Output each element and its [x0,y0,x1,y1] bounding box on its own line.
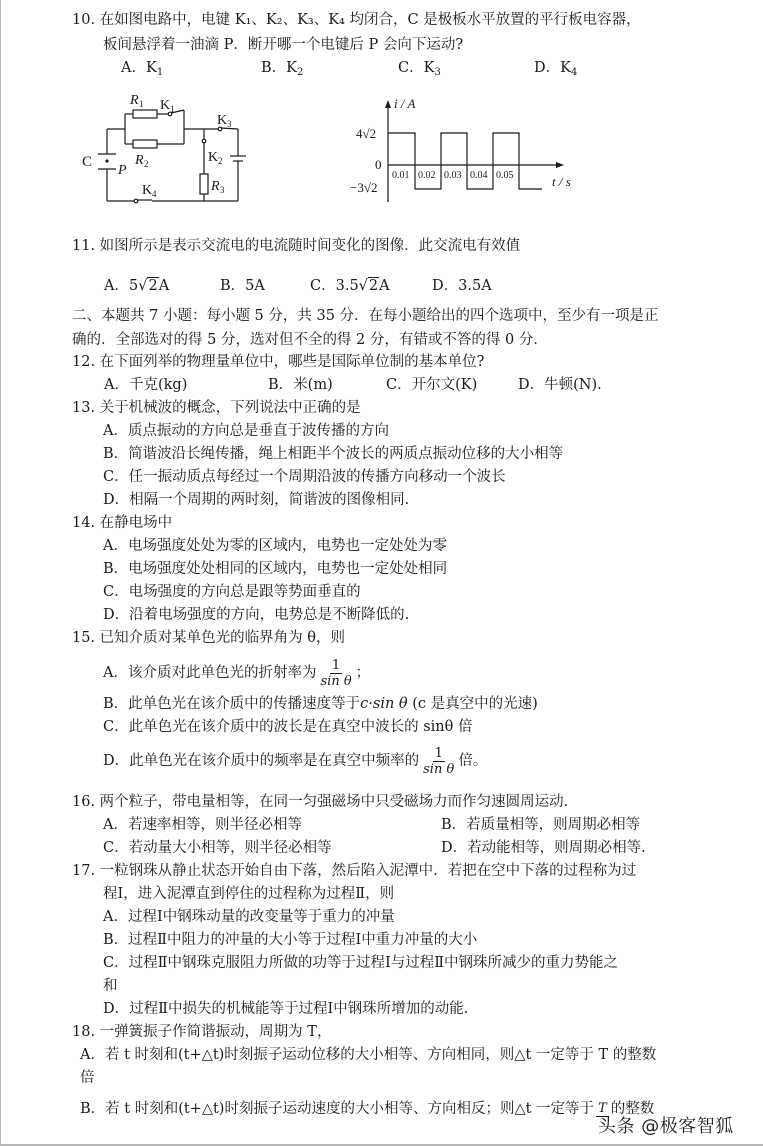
q11-option-b: B．5A [220,278,265,294]
fraction: T [598,1101,607,1116]
section2-line2: 确的．全部选对的得 5 分，选对但不全的得 2 分，有错或不答的得 0 分． [72,332,548,348]
q17-line1: 17. 一粒钢珠从静止状态开始自由下落，然后陷入泥潭中．若把在空中下落的过程称为过 [72,863,637,879]
svg-text:0.04: 0.04 [470,170,488,181]
q13-option-c: C．任一振动质点每经过一个周期沿波的传播方向移动一个波长 [103,469,506,485]
current-time-graph [330,84,590,210]
svg-text:1: 1 [170,104,175,114]
svg-text:0: 0 [375,157,382,172]
q11-question: 11. 如图所示是表示交流电的电流随时间变化的图像．此交流电有效值 [72,238,521,254]
svg-text:t / s: t / s [552,174,571,189]
q16-option-c: C．若动量大小相等，则半径必相等 [103,840,332,856]
q12-option-d: D．牛顿(N). [518,377,602,393]
q12-option-a: A．千克(kg) [104,377,188,393]
q17-line2: 程Ⅰ，进入泥潭直到停住的过程称为过程Ⅱ，则 [103,886,395,902]
q15-option-d: D．此单色光在该介质中的频率是在真空中频率的 $\frac{1}{\text{sin θ}}$ 倍。 [103,745,488,777]
svg-text:R: R [135,153,144,168]
q18-option-b: B．若 t 时刻和(t+△t)时刻振子运动速度的大小相等、方向相反；则△t 一定等于 T 的整数 [80,1101,655,1117]
q10-option-d: D．$K_4$ [534,60,578,78]
q13-option-b: B．简谐波沿长绳传播，绳上相距半个波长的两质点振动位移的大小相等 [103,446,564,462]
q17-option-b: B．过程Ⅱ中阻力的冲量的大小等于过程Ⅰ中重力冲量的大小 [103,932,478,948]
q13-option-d: D．相隔一个周期的两时刻，简谐波的图像相同. [103,492,410,508]
q10-text-line1: 在如图电路中，电键 K₁、K₂、K₃、K₄ 均闭合，C 是极板水平放置的平行板电容器， [99,12,641,28]
q14-option-d: D．沿着电场强度的方向，电势总是不断降低的. [103,607,410,623]
q11-option-d: D．3.5A [432,278,492,294]
q12-option-c: C．开尔文(K) [386,377,478,393]
circuit-diagram [80,84,260,210]
svg-text:K: K [142,183,153,198]
svg-text:R: R [211,179,220,194]
svg-text:2: 2 [144,159,149,169]
q17-option-c: C．过程Ⅱ中钢珠克服阻力所做的功等于过程Ⅰ与过程Ⅱ中钢珠所减少的重力势能之 [103,955,619,971]
svg-text:2: 2 [218,156,223,166]
fraction: $\frac{1}{\text{sin θ}}$ [320,657,352,689]
q18-option-a: A．若 t 时刻和(t+△t)时刻振子运动位移的大小相等、方向相同，则△t 一定等于 T 的整数 [80,1047,657,1063]
q16-option-b: B．若质量相等，则周期必相等 [441,817,641,833]
q14-question: 14. 在静电场中 [72,515,173,531]
q14-option-b: B．电场强度处处相同的区域内，电势也一定处处相同 [103,561,448,577]
q13-question: 13. 关于机械波的概念，下列说法中正确的是 [72,400,361,416]
svg-text:0.02: 0.02 [418,170,436,181]
q12-option-b: B．米(m) [268,377,333,393]
svg-text:1: 1 [139,99,144,109]
svg-text:0.01: 0.01 [392,170,410,181]
svg-text:i / A: i / A [394,96,416,111]
svg-text:3: 3 [220,185,225,195]
q10-number: 10. [72,12,96,28]
q11-option-a: A．5√2A [104,278,170,294]
q17-option-c-cont: 和 [103,978,118,994]
q16-option-a: A．若速率相等，则半径必相等 [103,817,302,833]
svg-text:4√2: 4√2 [356,126,377,141]
fraction: $\frac{1}{\text{sin θ}}$ [423,745,455,777]
svg-text:4: 4 [152,189,157,199]
section2-line1: 二、本题共 7 小题：每小题 5 分，共 35 分．在每小题给出的四个选项中，至少有一项是正 [72,308,659,324]
svg-text:K: K [160,98,171,113]
q14-option-a: A．电场强度处处为零的区域内，电势也一定处处为零 [103,538,447,554]
q17-option-a: A．过程Ⅰ中钢珠动量的改变量等于重力的冲量 [103,909,395,925]
q12-question: 12. 在下面列举的物理量单位中，哪些是国际单位制的基本单位? [72,354,485,370]
q16-question: 16. 两个粒子，带电量相等，在同一匀强磁场中只受磁场力而作匀速圆周运动. [72,794,569,810]
q15-option-a: A．该介质对此单色光的折射率为 $\frac{1}{\text{sin θ}}$ ； [103,657,371,689]
q18-question: 18. 一弹簧振子作简谐振动，周期为 T， [72,1024,332,1040]
q15-option-c: C．此单色光在该介质中的波长是在真空中波长的 sinθ 倍 [103,719,473,735]
svg-text:C: C [82,154,93,170]
q15-option-b: B．此单色光在该介质中的传播速度等于c·sin θ (c 是真空中的光速) [103,696,538,712]
svg-text:−3√2: −3√2 [350,180,378,195]
svg-text:P: P [118,163,127,178]
q10-option-c: C．$K_3$ [398,60,441,78]
q17-option-d: D．过程Ⅱ中损失的机械能等于过程Ⅰ中钢珠所增加的动能. [103,1001,469,1017]
q14-option-c: C．电场强度的方向总是跟等势面垂直的 [103,584,361,600]
q11-option-c: C．3.5√2A [310,278,390,294]
svg-text:R: R [130,93,139,108]
svg-text:0.05: 0.05 [496,170,514,181]
q10-text-line2: 板间悬浮着一油滴 P．断开哪一个电键后 P 会向下运动? [103,37,464,53]
q15-question: 15. 已知介质对某单色光的临界角为 θ，则 [72,630,346,646]
watermark: 头条 @极客智狐 [598,1116,734,1137]
svg-text:0.03: 0.03 [444,170,462,181]
q18-option-a-cont: 倍 [80,1070,95,1086]
q10-option-a: A．$K_1$ [121,60,164,78]
q16-option-d: D．若动能相等，则周期必相等. [441,840,646,856]
svg-text:K: K [208,150,219,165]
svg-text:K: K [217,113,228,128]
q13-option-a: A．质点振动的方向总是垂直于波传播的方向 [103,423,389,439]
q10-option-b: B．$K_2$ [261,60,304,78]
q10-line1 [72,10,641,30]
svg-text:3: 3 [227,119,232,129]
